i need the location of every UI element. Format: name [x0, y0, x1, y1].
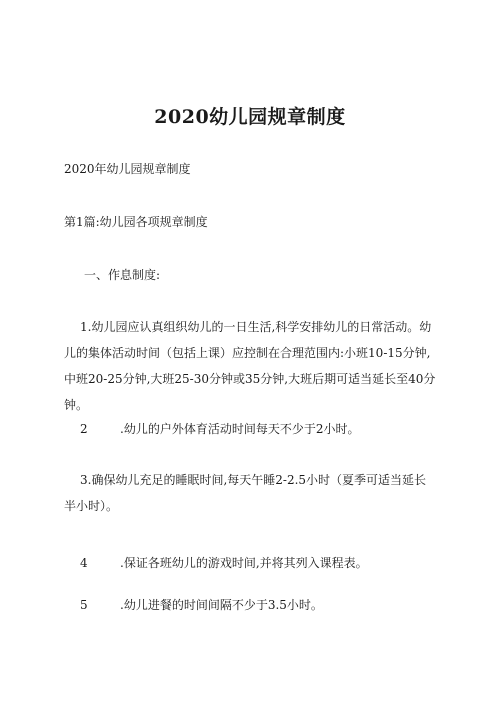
- rule-number: 5: [80, 598, 88, 612]
- rule-number: 3: [80, 473, 88, 487]
- rule-text: .确保幼儿充足的睡眠时间,每天午睡2-2.5小时（夏季可适当延长半小时）。: [64, 473, 427, 513]
- rule-item-2: [80, 420, 359, 437]
- rule-item-4: [80, 554, 368, 571]
- document-title: 2020幼儿园规章制度: [154, 106, 346, 128]
- rule-text: .保证各班幼儿的游戏时间,并将其列入课程表。: [120, 556, 368, 570]
- rule-item-5: [80, 596, 323, 613]
- rule-text: .幼儿进餐的时间间隔不少于3.5小时。: [120, 598, 323, 612]
- section-heading: 一、作息制度:: [84, 268, 161, 282]
- rule-item-3: [64, 467, 438, 519]
- rule-text: .幼儿的户外体育活动时间每天不少于2小时。: [120, 422, 360, 436]
- rule-text: .幼儿园应认真组织幼儿的一日生活,科学安排幼儿的日常活动。幼儿的集体活动时间（包括上课）应控制在合理范围内:小班10-15分钟,中班20-25分钟,大班25-30分钟或35分钟,大班后期可适当延长至40分钟。: [64, 320, 436, 412]
- rule-number: 4: [80, 556, 88, 570]
- rule-item-1: [64, 314, 438, 418]
- document-subtitle: 2020年幼儿园规章制度: [64, 162, 191, 176]
- chapter-heading: 第1篇:幼儿园各项规章制度: [64, 215, 208, 229]
- rule-number: 2: [80, 422, 88, 436]
- rule-number: 1: [80, 320, 88, 334]
